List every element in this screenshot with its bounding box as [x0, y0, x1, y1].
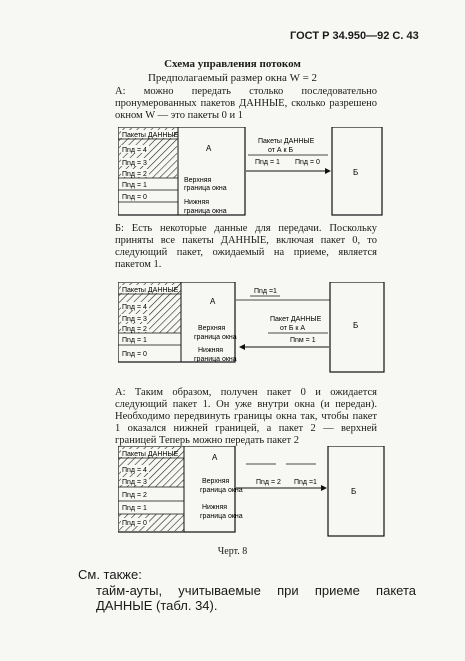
row-4: Пnд = 4: [122, 147, 147, 154]
see-also-title: См. также:: [78, 567, 142, 582]
row-2: Пnд = 2: [122, 492, 147, 499]
message-top: Пnд =1: [254, 288, 277, 295]
row-2: Пnд = 2: [122, 171, 147, 178]
row-4: Пnд = 4: [122, 467, 147, 474]
row-3: Пnд = 3: [122, 316, 147, 323]
paragraph-b: Б: Есть некоторые данные для передачи. Поскольку приняты все пакеты ДАННЫЕ, включая пакет 0, то следующий пакет, ожидаемый на приеме, является пакетом 1.: [115, 223, 377, 270]
message-right: Пnд =1: [294, 479, 317, 486]
message-title: Пакет ДАННЫЕ: [270, 316, 322, 323]
upper-bound-label-2: граница окна: [200, 487, 243, 494]
page-header: ГОСТ Р 34.950—92 С. 43: [290, 30, 419, 42]
node-b-label: Б: [353, 168, 359, 177]
stack-title: Пакеты ДАННЫЕ: [122, 451, 179, 458]
row-1: Пnд = 1: [122, 337, 147, 344]
message-left: Пnд = 2: [256, 479, 281, 486]
upper-bound-label: Верхняя: [184, 177, 212, 184]
message-direction: от Б к А: [280, 325, 306, 332]
lower-bound-label: Нижняя: [198, 347, 224, 354]
row-1: Пnд = 1: [122, 182, 147, 189]
lower-bound-label-2: граница окна: [194, 356, 237, 363]
scheme-title: Схема управления потоком: [164, 58, 301, 70]
diagram-2: [118, 282, 408, 374]
stack-title: Пакеты ДАННЫЕ: [122, 132, 179, 139]
node-b-label: Б: [351, 487, 357, 496]
upper-bound-label: Верхняя: [202, 478, 230, 485]
node-a-label: А: [212, 453, 218, 462]
row-0: Пnд = 0: [122, 520, 147, 527]
upper-bound-label-2: граница окна: [184, 185, 227, 192]
upper-bound-label: Верхняя: [198, 325, 226, 332]
message-right: Пnд = 0: [295, 159, 320, 166]
lower-bound-label: Нижняя: [202, 504, 228, 511]
paragraph-a1: А: можно передать столько последовательно пронумерованных пакетов ДАННЫЕ, сколько разрешено окном W — это пакеты 0 и 1: [115, 86, 377, 121]
stack-title: Пакеты ДАННЫЕ: [122, 287, 179, 294]
message-left: Пnд = 1: [255, 159, 280, 166]
lower-bound-label: Нижняя: [184, 199, 210, 206]
node-a-label: А: [206, 144, 212, 153]
diagram-3: [118, 446, 408, 538]
message-direction: от А к Б: [268, 147, 294, 154]
row-0: Пnд = 0: [122, 351, 147, 358]
message-pnm: Пnм = 1: [290, 337, 316, 344]
lower-bound-label-2: граница окна: [200, 513, 243, 520]
scheme-subtitle: Предполагаемый размер окна W = 2: [147, 72, 318, 84]
node-b-label: Б: [353, 321, 359, 330]
row-1: Пnд = 1: [122, 505, 147, 512]
lower-bound-label-2: граница окна: [184, 208, 227, 215]
figure-caption: Черт. 8: [217, 546, 248, 557]
paragraph-a2: А: Таким образом, получен пакет 0 и ожидается следующий пакет 1. Он уже внутри окна (и передан). Необходимо передвинуть границы окна так, чтобы пакет 1 оказался нижней границей, а пакет 2 — верхней границей Теперь можно передать пакет 2: [115, 387, 377, 446]
see-also-text: тайм-ауты, учитываемые при приеме пакета ДАННЫЕ (табл. 34).: [96, 583, 416, 613]
row-3: Пnд = 3: [122, 479, 147, 486]
upper-bound-label-2: граница окна: [194, 334, 237, 341]
node-a-label: А: [210, 297, 216, 306]
diagram-1: [118, 127, 408, 219]
row-4: Пnд = 4: [122, 304, 147, 311]
row-2: Пnд = 2: [122, 326, 147, 333]
row-3: Пnд = 3: [122, 160, 147, 167]
message-title: Пакеты ДАННЫЕ: [258, 138, 315, 145]
row-0: Пnд = 0: [122, 194, 147, 201]
